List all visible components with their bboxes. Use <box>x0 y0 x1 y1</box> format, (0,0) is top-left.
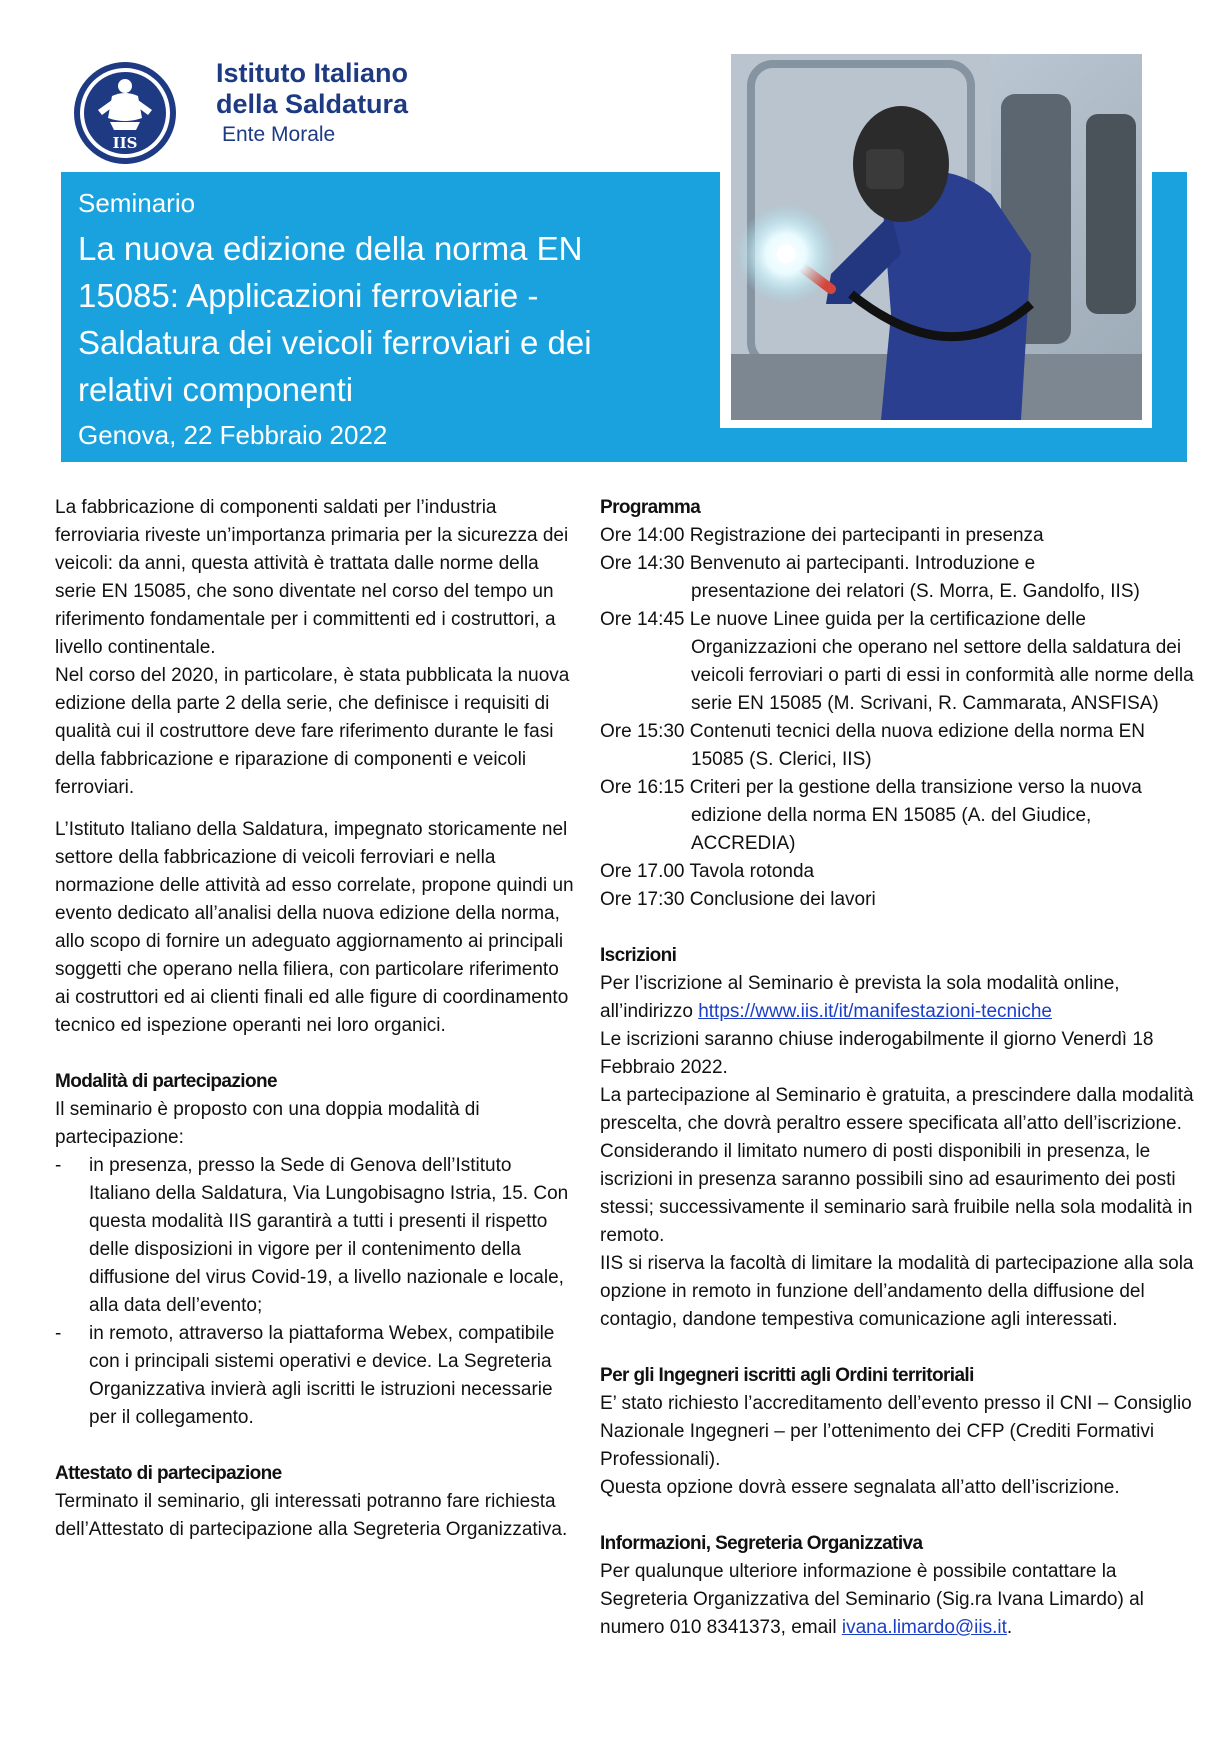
modalita-intro: Il seminario è proposto con una doppia modalità di partecipazione: <box>55 1099 480 1148</box>
info-paragraph <box>600 1558 1200 1642</box>
banner-text <box>78 183 678 453</box>
programma-text: Contenuti tecnici della nuova edizione della norma EN <box>689 721 1146 742</box>
iscrizioni-link[interactable]: https://www.iis.it/it/manifestazioni-tecniche <box>698 1001 1052 1022</box>
programma-item <box>600 858 1200 886</box>
iscrizioni-paragraph-4: Considerando il limitato numero di posti disponibili in presenza, le iscrizioni in presenza saranno possibili sino ad esaurimento dei posti stessi; successivamente il seminario sarà fruibile nella sola modalità in remoto. <box>600 1141 1193 1246</box>
list-item-text: in presenza, presso la Sede di Genova dell’Istituto Italiano della Saldatura, Via Lungobisagno Istria, 15. Con questa modalità IIS garantirà a tutti i presenti il rispetto delle disposizioni in vigore per il contenimento della diffusione del virus Covid-19, a livello nazionale e locale, alla data dell’evento; <box>89 1155 569 1316</box>
programma-time: Ore 17:30 <box>600 889 685 910</box>
programma-time: Ore 15:30 <box>600 721 685 742</box>
info-heading: Informazioni, Segreteria Organizzativa <box>600 1533 923 1554</box>
attestato-heading: Attestato di partecipazione <box>55 1463 282 1484</box>
programma-time: Ore 16:15 <box>600 777 685 798</box>
intro-paragraph-1: La fabbricazione di componenti saldati per l’industria ferroviaria riveste un’importanza primaria per la sicurezza dei veicoli: da anni, questa attività è trattata dalle norme della serie EN 15085, che sono diventate nel corso del tempo un riferimento fondamentale per i committenti ed i costruttori, a livello continentale. <box>55 497 569 658</box>
org-name-line2: della Saldatura <box>216 89 409 119</box>
left-column <box>55 494 575 1544</box>
dash-bullet: - <box>55 1155 62 1176</box>
spacer <box>600 1502 1200 1530</box>
welder-illustration <box>731 54 1142 420</box>
attestato-text: Terminato il seminario, gli interessati potranno fare richiesta dell’Attestato di partecipazione alla Segreteria Organizzativa. <box>55 1491 568 1540</box>
list-item <box>55 1320 575 1432</box>
programma-time: Ore 14:30 <box>600 553 685 574</box>
iis-logo <box>72 60 178 166</box>
seminar-date: Genova, 22 Febbraio 2022 <box>78 420 388 450</box>
welder-emblem-icon <box>72 60 178 166</box>
banner-kicker: Seminario <box>78 188 196 218</box>
organization-name <box>216 58 408 148</box>
programma-text: Tavola rotonda <box>689 861 815 882</box>
programma-item <box>600 886 1200 914</box>
programma-text-cont: Organizzazioni che operano nel settore della saldatura dei veicoli ferroviari o parti di essi in conformità alle norme della serie EN 15085 (M. Scrivani, R. Cammarata, ANSFISA) <box>691 637 1194 714</box>
dash-bullet: - <box>55 1323 62 1344</box>
programma-text: Benvenuto ai partecipanti. Introduzione e <box>689 553 1036 574</box>
programma-text: Registrazione dei partecipanti in presenza <box>689 525 1044 546</box>
programma-heading: Programma <box>600 497 701 518</box>
programma-item <box>600 522 1200 550</box>
spacer <box>600 1334 1200 1362</box>
list-item <box>55 1152 575 1320</box>
programma-time: Ore 14:45 <box>600 609 685 630</box>
programma-text: Criteri per la gestione della transizione verso la nuova <box>689 777 1142 798</box>
programma-list <box>600 522 1200 914</box>
intro-paragraph-3: L’Istituto Italiano della Saldatura, impegnato storicamente nel settore della fabbricazione di veicoli ferroviari e nella normazione delle attività ad esso correlate, propone quindi un evento dedicato all’analisi della nuova edizione della norma, allo scopo di fornire un adeguato aggiornamento ai principali soggetti che operano nella filiera, con particolare riferimento ai costruttori ed ai clienti finali ed alle figure di coordinamento tecnico ed ispezione operanti nei loro organici. <box>55 819 574 1036</box>
programma-time: Ore 17.00 <box>600 861 685 882</box>
seminar-title: La nuova edizione della norma EN 15085: Applicazioni ferroviarie - Saldatura dei veicoli ferroviari e dei relativi componenti <box>78 230 592 408</box>
right-column <box>600 494 1200 1642</box>
programma-item <box>600 606 1200 718</box>
iscrizioni-paragraph-2: Le iscrizioni saranno chiuse inderogabilmente il giorno Venerdì 18 Febbraio 2022. <box>600 1029 1154 1078</box>
org-name-line1: Istituto Italiano <box>216 58 408 88</box>
info-text-end: . <box>1006 1617 1013 1638</box>
email-link[interactable]: ivana.limardo@iis.it <box>841 1617 1007 1638</box>
programma-text: Conclusione dei lavori <box>689 889 876 910</box>
programma-text-cont: 15085 (S. Clerici, IIS) <box>691 749 872 770</box>
welder-photo <box>731 54 1142 420</box>
programma-item <box>600 718 1200 774</box>
spacer <box>55 1432 575 1460</box>
ingegneri-paragraph-1: E’ stato richiesto l’accreditamento dell’evento presso il CNI – Consiglio Nazionale Ingegneri – per l’ottenimento dei CFP (Crediti Formativi Professionali). <box>600 1393 1192 1470</box>
ingegneri-heading: Per gli Ingegneri iscritti agli Ordini territoriali <box>600 1365 974 1386</box>
spacer <box>600 914 1200 942</box>
iscrizioni-text: Per l’iscrizione al Seminario è prevista la sola modalità online, all’indirizzo <box>600 973 1120 1022</box>
info-text: Per qualunque ulteriore informazione è possibile contattare la Segreteria Organizzativa del Seminario (Sig.ra Ivana Limardo) al numero 010 8341373, email <box>600 1561 1144 1638</box>
intro-paragraph-2: Nel corso del 2020, in particolare, è stata pubblicata la nuova edizione della parte 2 della serie, che definisce i requisiti di qualità cui il costruttore deve fare riferimento durante le fasi della fabbricazione e riparazione di componenti e veicoli ferroviari. <box>55 665 570 798</box>
iscrizioni-paragraph-1 <box>600 970 1200 1026</box>
modalita-heading: Modalità di partecipazione <box>55 1071 277 1092</box>
modalita-list <box>55 1152 575 1432</box>
iscrizioni-paragraph-3: La partecipazione al Seminario è gratuita, a prescindere dalla modalità prescelta, che dovrà peraltro essere specificata all’atto dell’iscrizione. <box>600 1085 1194 1134</box>
iscrizioni-heading: Iscrizioni <box>600 945 677 966</box>
programma-time: Ore 14:00 <box>600 525 685 546</box>
programma-text: Le nuove Linee guida per la certificazione delle <box>689 609 1086 630</box>
ingegneri-paragraph-2: Questa opzione dovrà essere segnalata all’atto dell’iscrizione. <box>600 1477 1120 1498</box>
list-item-text: in remoto, attraverso la piattaforma Webex, compatibile con i principali sistemi operativi e device. La Segreteria Organizzativa invierà agli iscritti le istruzioni necessarie per il collegamento. <box>89 1323 555 1428</box>
programma-item <box>600 774 1200 858</box>
logo-text: IIS <box>112 134 138 152</box>
iscrizioni-paragraph-5: IIS si riserva la facoltà di limitare la modalità di partecipazione alla sola opzione in remoto in funzione dell’andamento della diffusione del contagio, dandone tempestiva comunicazione agli interessati. <box>600 1253 1194 1330</box>
programma-item <box>600 550 1200 606</box>
programma-text-cont: presentazione dei relatori (S. Morra, E. Gandolfo, IIS) <box>691 581 1140 602</box>
spacer <box>55 802 575 816</box>
org-subtitle: Ente Morale <box>222 123 336 146</box>
programma-text-cont: edizione della norma EN 15085 (A. del Giudice, ACCREDIA) <box>691 805 1092 854</box>
spacer <box>55 1040 575 1068</box>
